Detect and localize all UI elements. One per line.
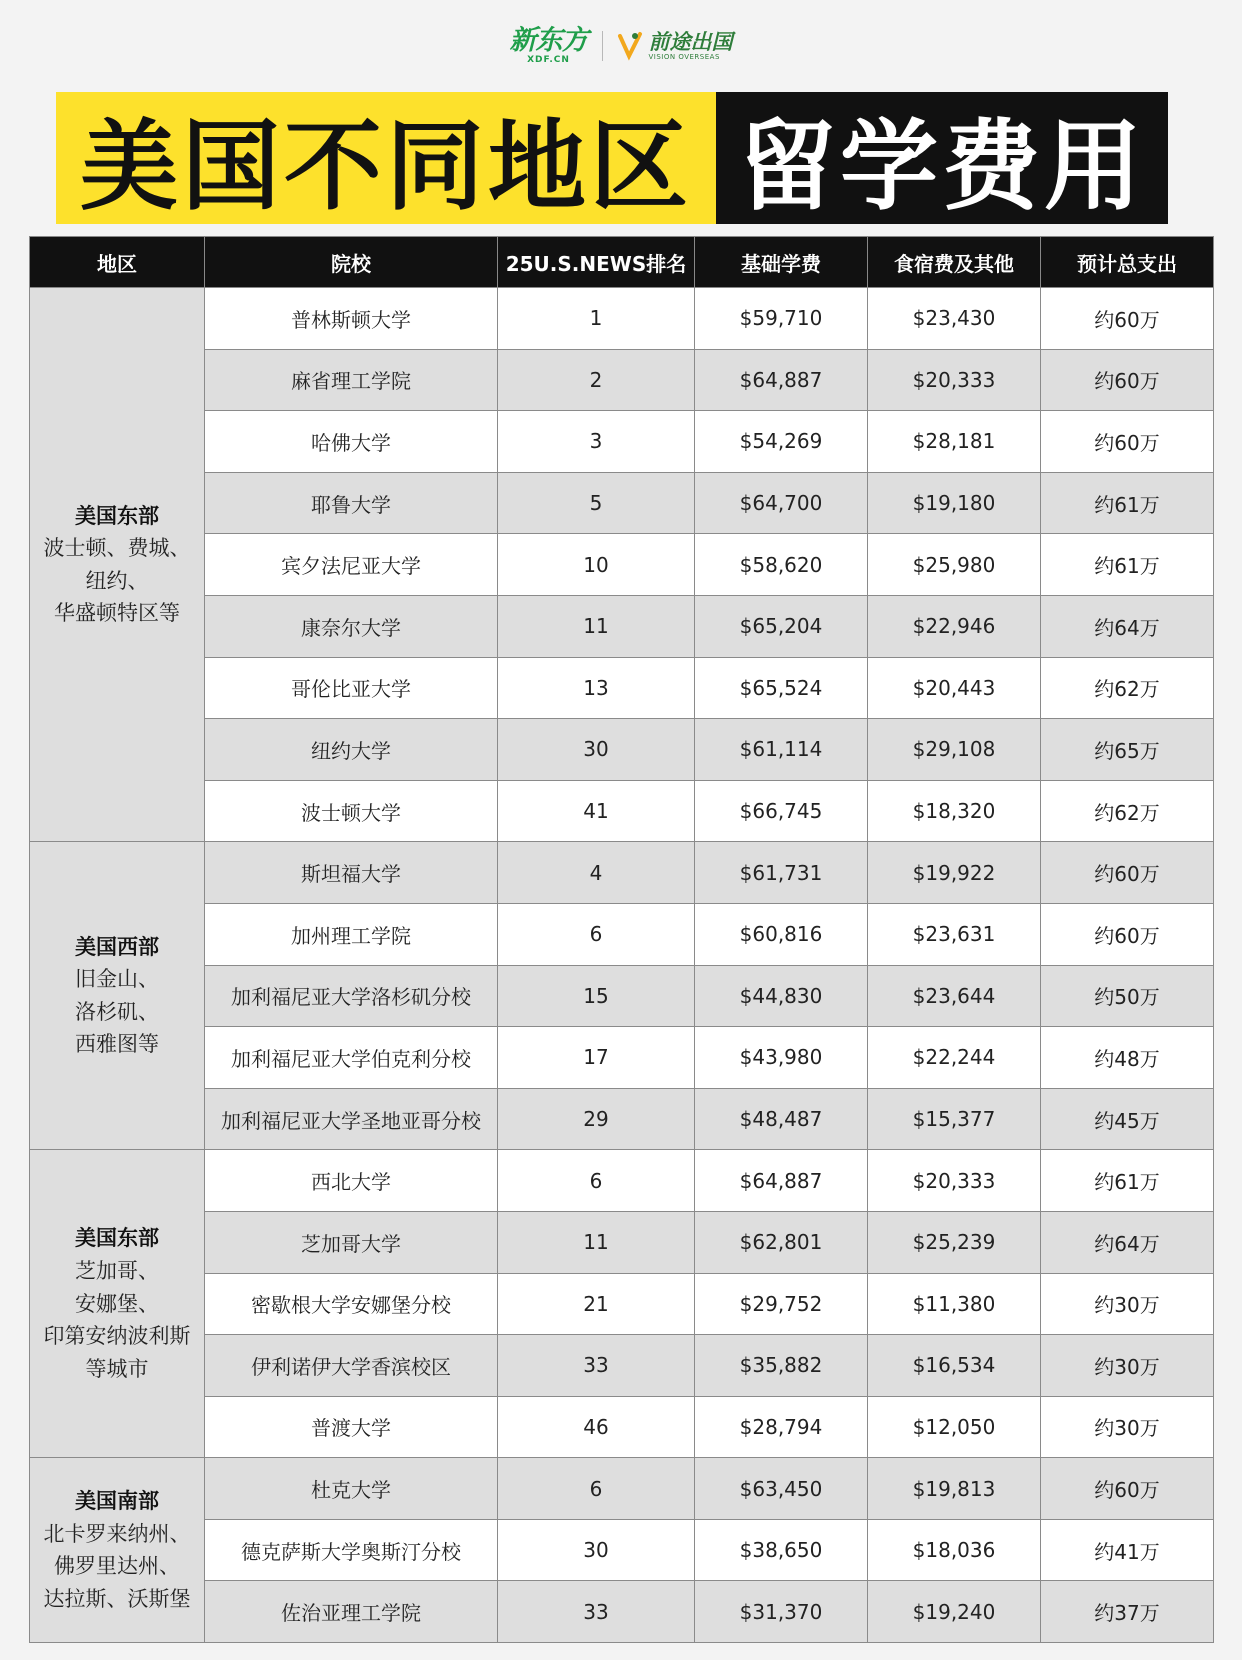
total-cost-cell: 约37万 [1041, 1581, 1214, 1643]
fee-table [29, 236, 1214, 1643]
school-cell: 伊利诺伊大学香滨校区 [205, 1335, 498, 1397]
school-cell: 哈佛大学 [205, 411, 498, 473]
region-name: 美国南部 [75, 1489, 159, 1514]
total-cost-cell: 约30万 [1041, 1335, 1214, 1397]
title-right: 留学费用 [716, 92, 1168, 224]
living-cost-cell: $16,534 [868, 1335, 1041, 1397]
rank-cell: 10 [498, 534, 695, 596]
living-cost-cell: $20,333 [868, 1150, 1041, 1212]
living-cost-cell: $25,239 [868, 1211, 1041, 1273]
tuition-cell: $64,700 [695, 472, 868, 534]
school-cell: 加利福尼亚大学伯克利分校 [205, 1027, 498, 1089]
rank-cell: 2 [498, 349, 695, 411]
region-name: 美国东部 [75, 503, 159, 528]
rank-cell: 30 [498, 719, 695, 781]
table-row [30, 288, 1214, 350]
header-tuition: 基础学费 [695, 237, 868, 288]
region-cell [30, 1458, 205, 1643]
total-cost-cell: 约48万 [1041, 1027, 1214, 1089]
table-body [30, 288, 1214, 1643]
vision-logo-text: 前途出国 [648, 29, 733, 54]
table-row [30, 1335, 1214, 1397]
region-cell [30, 288, 205, 842]
total-cost-cell: 约60万 [1041, 1458, 1214, 1520]
rank-cell: 13 [498, 657, 695, 719]
living-cost-cell: $12,050 [868, 1396, 1041, 1458]
logo-bar [0, 22, 1242, 70]
header-rank: 25U.S.NEWS排名 [498, 237, 695, 288]
table-row [30, 472, 1214, 534]
vision-logo [617, 30, 733, 62]
region-name: 美国东部 [75, 1226, 159, 1251]
school-cell: 波士顿大学 [205, 780, 498, 842]
region-desc: 芝加哥、 安娜堡、 印第安纳波利斯 等城市 [43, 1258, 191, 1381]
living-cost-cell: $29,108 [868, 719, 1041, 781]
header-total: 预计总支出 [1041, 237, 1214, 288]
region-desc: 旧金山、 洛杉矶、 西雅图等 [75, 967, 159, 1057]
rank-cell: 29 [498, 1088, 695, 1150]
total-cost-cell: 约41万 [1041, 1519, 1214, 1581]
rank-cell: 33 [498, 1581, 695, 1643]
school-cell: 德克萨斯大学奥斯汀分校 [205, 1519, 498, 1581]
school-cell: 普渡大学 [205, 1396, 498, 1458]
tuition-cell: $59,710 [695, 288, 868, 350]
xdf-logo [510, 27, 588, 65]
rank-cell: 21 [498, 1273, 695, 1335]
school-cell: 耶鲁大学 [205, 472, 498, 534]
total-cost-cell: 约30万 [1041, 1273, 1214, 1335]
region-desc: 北卡罗来纳州、 佛罗里达州、 达拉斯、沃斯堡 [43, 1521, 191, 1611]
tuition-cell: $61,731 [695, 842, 868, 904]
school-cell: 普林斯顿大学 [205, 288, 498, 350]
living-cost-cell: $25,980 [868, 534, 1041, 596]
total-cost-cell: 约64万 [1041, 595, 1214, 657]
tuition-cell: $48,487 [695, 1088, 868, 1150]
header-school: 院校 [205, 237, 498, 288]
table-row [30, 1396, 1214, 1458]
living-cost-cell: $19,240 [868, 1581, 1041, 1643]
title-left: 美国不同地区 [56, 92, 716, 224]
tuition-cell: $66,745 [695, 780, 868, 842]
rank-cell: 5 [498, 472, 695, 534]
living-cost-cell: $23,644 [868, 965, 1041, 1027]
living-cost-cell: $19,922 [868, 842, 1041, 904]
region-cell [30, 1150, 205, 1458]
total-cost-cell: 约62万 [1041, 780, 1214, 842]
rank-cell: 6 [498, 1150, 695, 1212]
table-row [30, 1458, 1214, 1520]
table-row [30, 1519, 1214, 1581]
school-cell: 加利福尼亚大学圣地亚哥分校 [205, 1088, 498, 1150]
school-cell: 杜克大学 [205, 1458, 498, 1520]
living-cost-cell: $22,946 [868, 595, 1041, 657]
vision-mark-icon [617, 30, 643, 62]
living-cost-cell: $19,180 [868, 472, 1041, 534]
living-cost-cell: $18,036 [868, 1519, 1041, 1581]
header-region: 地区 [30, 237, 205, 288]
living-cost-cell: $15,377 [868, 1088, 1041, 1150]
total-cost-cell: 约61万 [1041, 534, 1214, 596]
living-cost-cell: $28,181 [868, 411, 1041, 473]
tuition-cell: $61,114 [695, 719, 868, 781]
tuition-cell: $58,620 [695, 534, 868, 596]
tuition-cell: $38,650 [695, 1519, 868, 1581]
table-row [30, 1027, 1214, 1089]
rank-cell: 6 [498, 903, 695, 965]
living-cost-cell: $20,333 [868, 349, 1041, 411]
living-cost-cell: $22,244 [868, 1027, 1041, 1089]
living-cost-cell: $11,380 [868, 1273, 1041, 1335]
tuition-cell: $29,752 [695, 1273, 868, 1335]
table-row [30, 1273, 1214, 1335]
region-name: 美国西部 [75, 934, 159, 959]
total-cost-cell: 约60万 [1041, 903, 1214, 965]
vision-logo-sub: VISION OVERSEAS [648, 53, 720, 61]
tuition-cell: $43,980 [695, 1027, 868, 1089]
rank-cell: 6 [498, 1458, 695, 1520]
tuition-cell: $28,794 [695, 1396, 868, 1458]
table-row [30, 1211, 1214, 1273]
living-cost-cell: $20,443 [868, 657, 1041, 719]
xdf-logo-sub: XDF.CN [527, 55, 570, 65]
school-cell: 哥伦比亚大学 [205, 657, 498, 719]
school-cell: 芝加哥大学 [205, 1211, 498, 1273]
tuition-cell: $63,450 [695, 1458, 868, 1520]
rank-cell: 30 [498, 1519, 695, 1581]
table-row [30, 349, 1214, 411]
total-cost-cell: 约60万 [1041, 349, 1214, 411]
page-title [56, 92, 1168, 224]
tuition-cell: $62,801 [695, 1211, 868, 1273]
total-cost-cell: 约60万 [1041, 288, 1214, 350]
table-row [30, 411, 1214, 473]
tuition-cell: $64,887 [695, 1150, 868, 1212]
total-cost-cell: 约30万 [1041, 1396, 1214, 1458]
school-cell: 麻省理工学院 [205, 349, 498, 411]
school-cell: 西北大学 [205, 1150, 498, 1212]
logo-divider [602, 31, 603, 61]
table-row [30, 719, 1214, 781]
school-cell: 纽约大学 [205, 719, 498, 781]
school-cell: 佐治亚理工学院 [205, 1581, 498, 1643]
rank-cell: 11 [498, 595, 695, 657]
total-cost-cell: 约60万 [1041, 842, 1214, 904]
tuition-cell: $60,816 [695, 903, 868, 965]
region-desc: 波士顿、费城、 纽约、 华盛顿特区等 [43, 536, 191, 626]
rank-cell: 11 [498, 1211, 695, 1273]
tuition-cell: $44,830 [695, 965, 868, 1027]
table-row [30, 842, 1214, 904]
total-cost-cell: 约62万 [1041, 657, 1214, 719]
living-cost-cell: $23,631 [868, 903, 1041, 965]
region-cell [30, 842, 205, 1150]
total-cost-cell: 约60万 [1041, 411, 1214, 473]
rank-cell: 41 [498, 780, 695, 842]
table-row [30, 595, 1214, 657]
table-row [30, 965, 1214, 1027]
rank-cell: 17 [498, 1027, 695, 1089]
table-header-row [30, 237, 1214, 288]
tuition-cell: $64,887 [695, 349, 868, 411]
school-cell: 加州理工学院 [205, 903, 498, 965]
table-row [30, 903, 1214, 965]
tuition-cell: $31,370 [695, 1581, 868, 1643]
rank-cell: 1 [498, 288, 695, 350]
header-living: 食宿费及其他 [868, 237, 1041, 288]
total-cost-cell: 约64万 [1041, 1211, 1214, 1273]
table-row [30, 1581, 1214, 1643]
school-cell: 宾夕法尼亚大学 [205, 534, 498, 596]
total-cost-cell: 约65万 [1041, 719, 1214, 781]
tuition-cell: $65,524 [695, 657, 868, 719]
school-cell: 加利福尼亚大学洛杉矶分校 [205, 965, 498, 1027]
rank-cell: 3 [498, 411, 695, 473]
table-row [30, 534, 1214, 596]
rank-cell: 15 [498, 965, 695, 1027]
tuition-cell: $54,269 [695, 411, 868, 473]
total-cost-cell: 约45万 [1041, 1088, 1214, 1150]
living-cost-cell: $19,813 [868, 1458, 1041, 1520]
xdf-logo-text: 新东方 [509, 25, 588, 56]
school-cell: 斯坦福大学 [205, 842, 498, 904]
school-cell: 密歇根大学安娜堡分校 [205, 1273, 498, 1335]
rank-cell: 33 [498, 1335, 695, 1397]
school-cell: 康奈尔大学 [205, 595, 498, 657]
total-cost-cell: 约61万 [1041, 1150, 1214, 1212]
living-cost-cell: $23,430 [868, 288, 1041, 350]
tuition-cell: $35,882 [695, 1335, 868, 1397]
table-row [30, 1150, 1214, 1212]
rank-cell: 46 [498, 1396, 695, 1458]
rank-cell: 4 [498, 842, 695, 904]
total-cost-cell: 约61万 [1041, 472, 1214, 534]
tuition-cell: $65,204 [695, 595, 868, 657]
table-row [30, 1088, 1214, 1150]
table-row [30, 657, 1214, 719]
table-row [30, 780, 1214, 842]
living-cost-cell: $18,320 [868, 780, 1041, 842]
total-cost-cell: 约50万 [1041, 965, 1214, 1027]
